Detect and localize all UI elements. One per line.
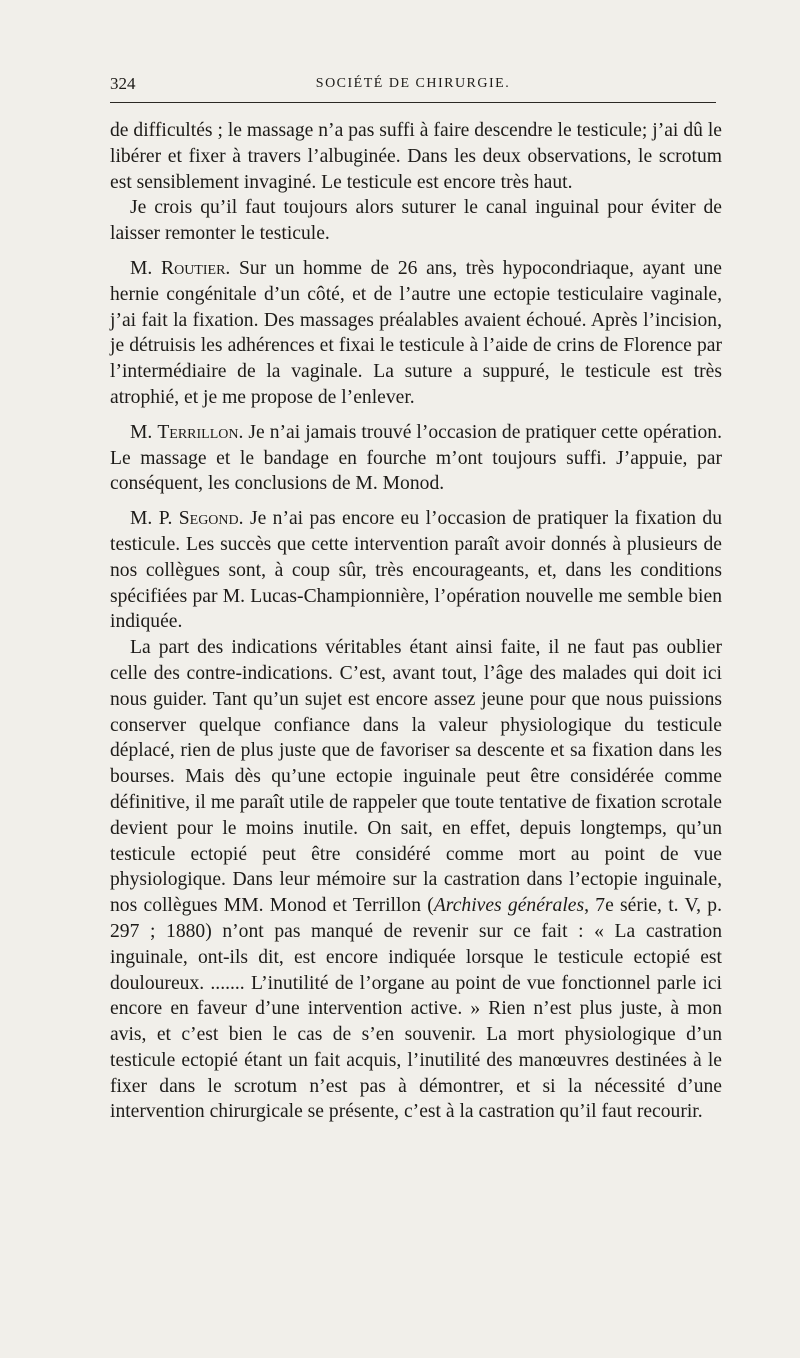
- paragraph-text: , 7e série, t. V, p. 297 ; 1880) n’ont pas manqué de revenir sur ce fait : « La castration inguinale, ont-ils dit, est encore indiquée lorsque le testicule ectopié est douloureux. ....... L’inutilité de l’organe au point de vue fonctionnel parle ici encore en faveur d’une intervention active. » Rien n’est plus juste, à mon avis, et c’est bien le cas de s’en souvenir. La mort physiologique d’un testicule ectopié étant un fait acquis, l’inutilité des manœuvres destinées à le fixer dans le scrotum n’est pas à démontrer, et si la nécessité d’une intervention chirurgicale se présente, c’est à la castration qu’il faut recourir.: [110, 895, 722, 1123]
- page-number: 324: [110, 74, 136, 93]
- paragraph-segond: [110, 506, 722, 635]
- speaker-prefix: M.: [130, 257, 162, 279]
- journal-title: SOCIÉTÉ DE CHIRURGIE.: [315, 76, 511, 91]
- speaker-prefix: M.: [130, 421, 158, 443]
- speaker-prefix: M. P.: [130, 508, 179, 530]
- paragraph-text: . Je n’ai jamais trouvé l’occasion de pratiquer cette opération. Le massage et le bandage en fourche m’ont toujours suffi. J’appuie, par conséquent, les conclusions de M. Monod.: [110, 421, 722, 495]
- paragraph-contre-indications: [110, 635, 722, 1125]
- citation-title: Archives générales: [433, 895, 585, 917]
- running-head: [110, 74, 716, 98]
- speaker-name: Routier: [161, 257, 226, 279]
- paragraph-text: . Je n’ai pas encore eu l’occasion de pratiquer la fixation du testicule. Les succès que cette intervention paraît avoir donnés à plusieurs de nos collègues sont, à coup sûr, très encourageants, et, dans les conditions spécifiées par M. Lucas-Championnière, l’opération nouvelle me semble bien indiquée.: [110, 508, 722, 633]
- paragraph-text: . Sur un homme de 26 ans, très hypocondriaque, ayant une hernie congénitale d’un côté, et de l’autre une ectopie testiculaire vaginale, j’ai fait la fixation. Des massages préalables avaient échoué. Après l’incision, je détruisis les adhérences et fixai le testicule à l’aide de crins de Florence par l’intermédiaire de la vaginale. La suture a suppuré, le testicule est très atrophié, et je me propose de l’enlever.: [110, 257, 722, 408]
- paragraph-terrillon: [110, 420, 722, 497]
- body-text: [110, 118, 722, 1125]
- speaker-name: Segond: [178, 508, 239, 530]
- paragraph-routier: [110, 256, 722, 411]
- header-rule: [110, 102, 716, 103]
- paragraph-continuation: de difficultés ; le massage n’a pas suffi à faire descendre le testicule; j’ai dû le libérer et fixer à travers l’albuginée. Dans les deux observations, le scrotum est sensiblement invaginé. Le testicule est encore très haut.: [110, 120, 722, 193]
- paragraph-text: La part des indications véritables étant ainsi faite, il ne faut pas oublier celle des contre-indications. C’est, avant tout, l’âge des malades qui doit ici nous guider. Tant qu’un sujet est encore assez jeune pour que nous puissions conserver quelque confiance dans la valeur physiologique du testicule déplacé, rien de plus juste que de favoriser sa descente et sa fixation dans les bourses. Mais dès qu’une ectopie inguinale peut être considérée comme définitive, il me paraît utile de rappeler que toute tentative de fixation scrotale devient pour le moins inutile. On sait, en effet, depuis longtemps, qu’un testicule ectopié peut être considéré comme mort au point de vue physiologique. Dans leur mémoire sur la castration dans l’ectopie inguinale, nos collègues MM. Monod et Terrillon (: [110, 637, 722, 917]
- paragraph-suture: Je crois qu’il faut toujours alors suturer le canal inguinal pour éviter de laisser remonter le testicule.: [110, 197, 722, 245]
- speaker-name: Terrillon: [157, 421, 239, 443]
